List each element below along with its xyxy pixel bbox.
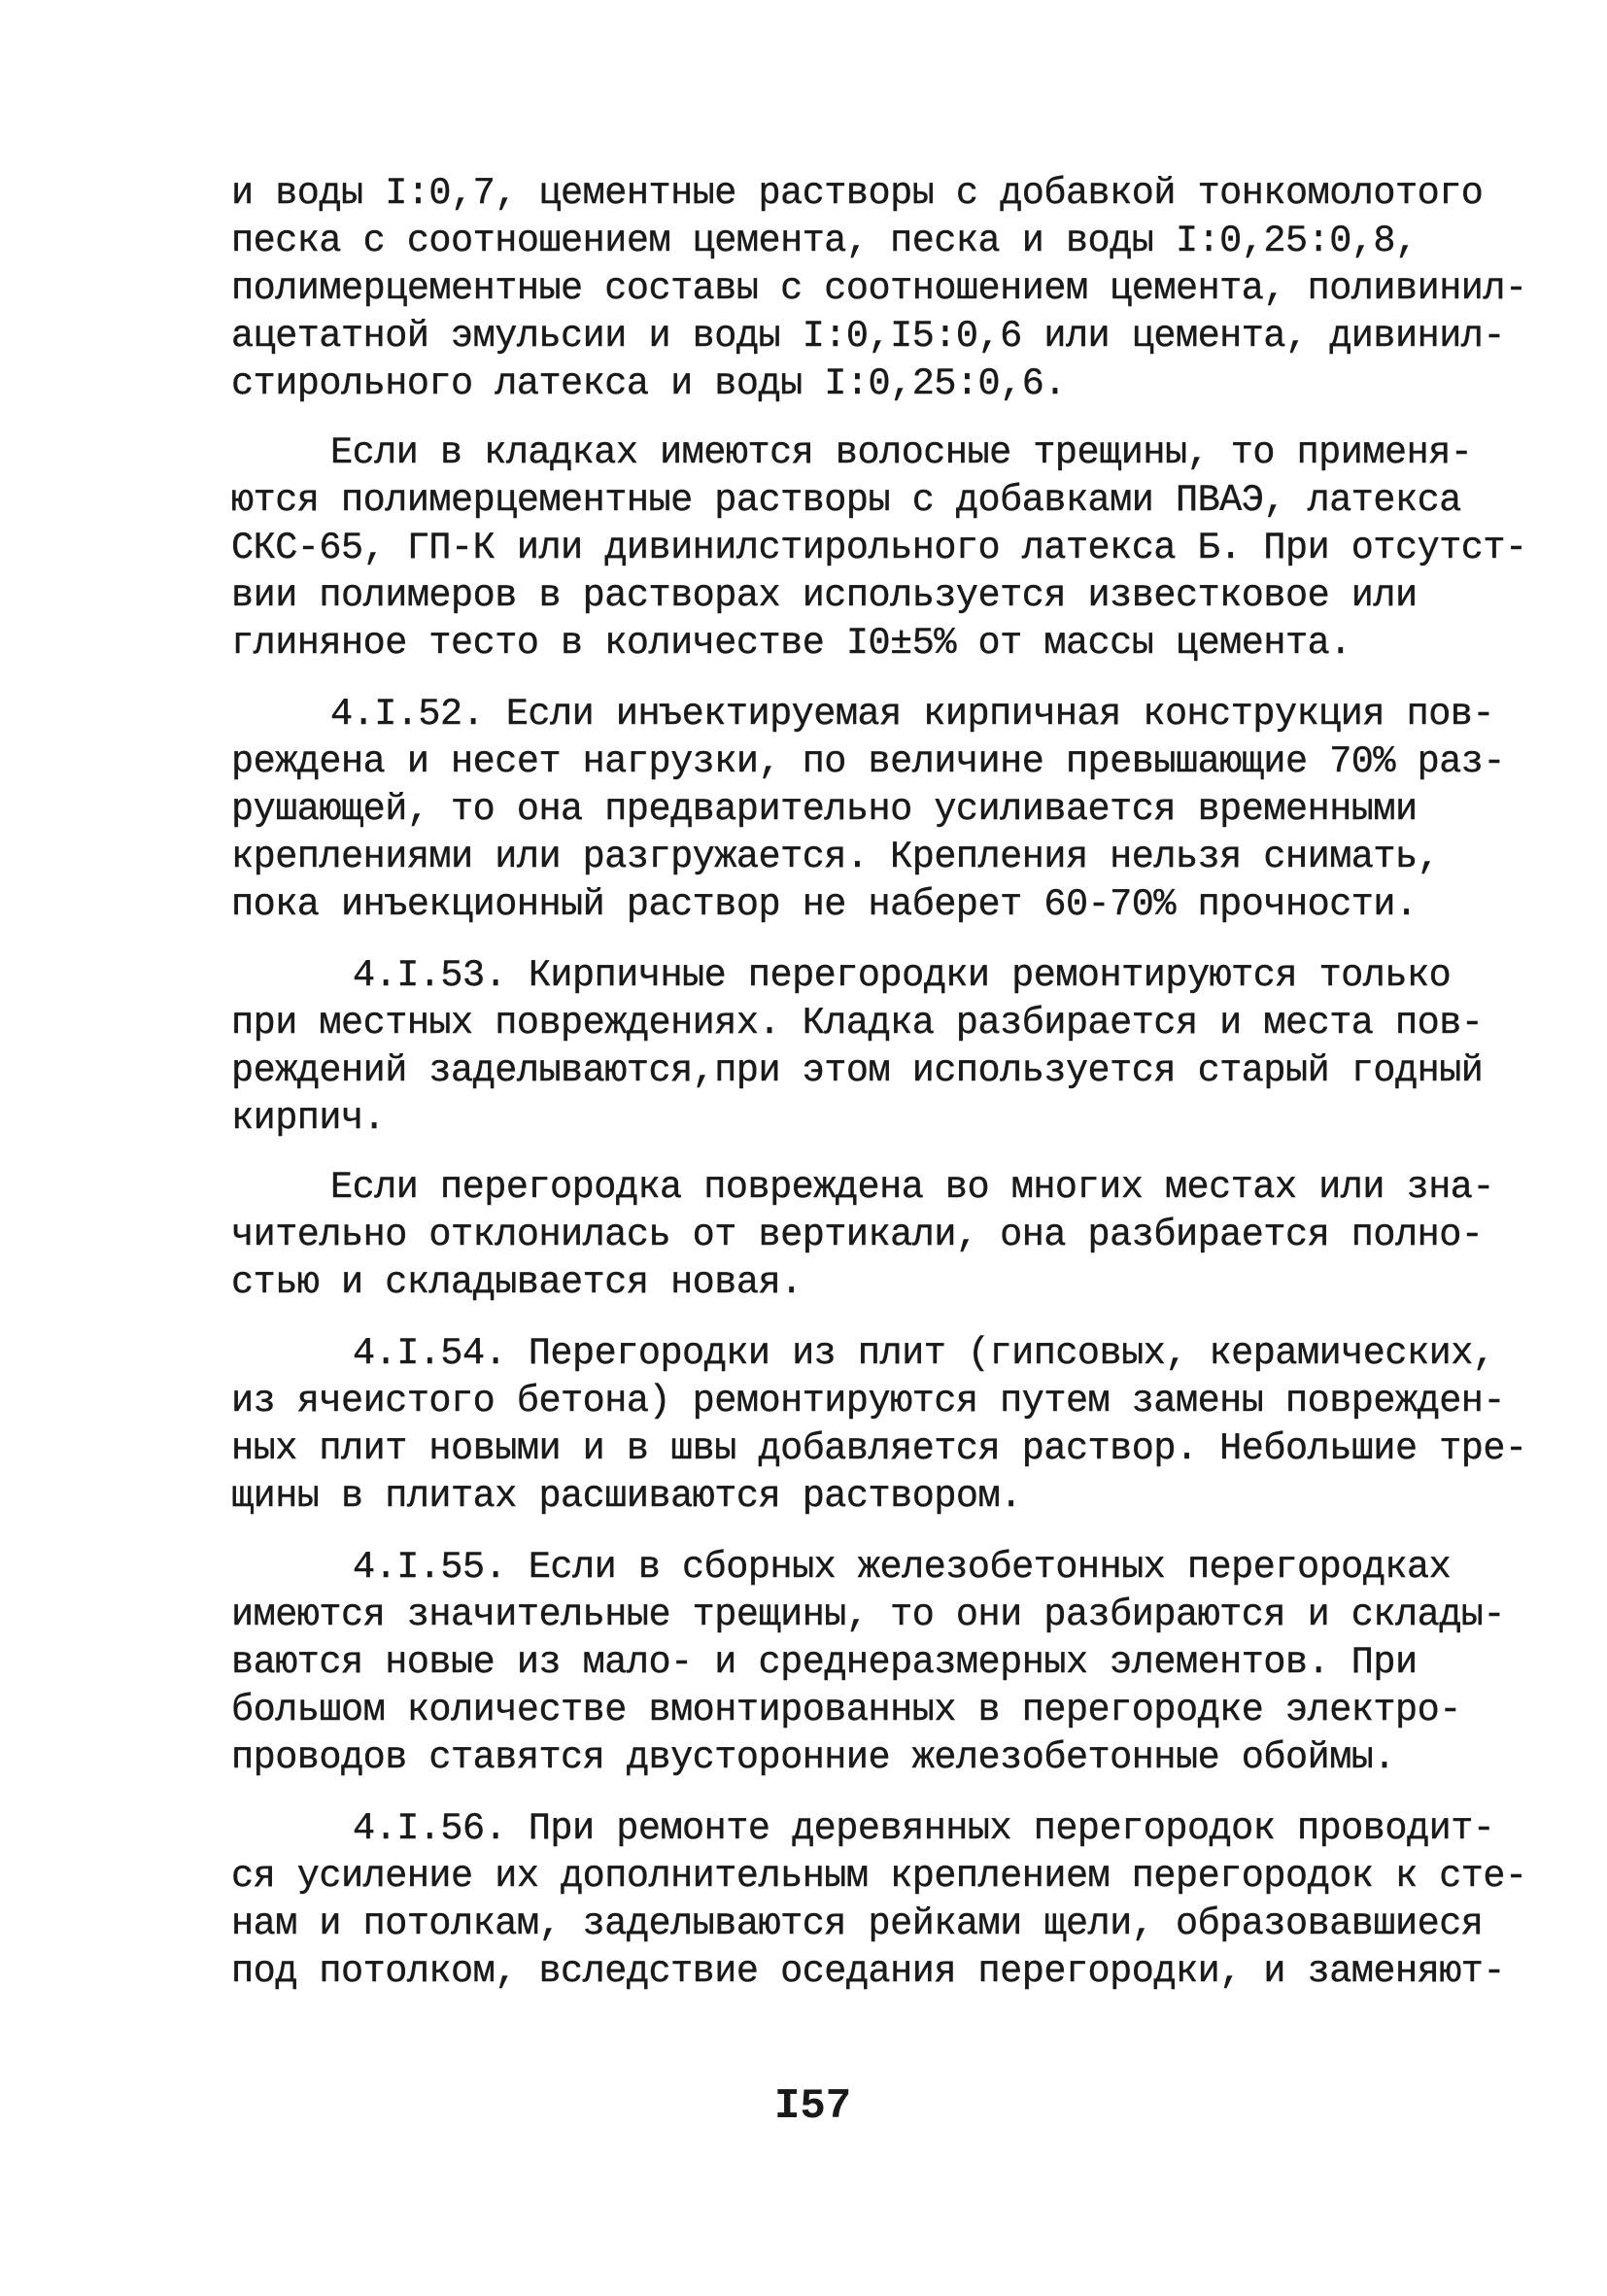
text-line: кирпич. [231, 1097, 386, 1140]
text-line: проводов ставятся двусторонние железобетонные обоймы. [231, 1736, 1395, 1779]
text-line: нам и потолкам, заделываются рейками щели, образовавшиеся [231, 1902, 1484, 1945]
text-line: при местных повреждениях. Кладка разбирается и места пов- [231, 1002, 1484, 1045]
text-line: песка с соотношением цемента, песка и воды I:0,25:0,8, [231, 220, 1418, 262]
text-line: СКС-65, ГП-К или дивинилстирольного латекса Б. При отсутст- [231, 527, 1527, 569]
text-line: стирольного латекса и воды I:0,25:0,6. [231, 362, 1066, 405]
text-line: щины в плитах расшиваются раствором. [231, 1475, 1022, 1518]
text-line: 4.I.55. Если в сборных железобетонных перегородках [353, 1546, 1452, 1589]
text-line: 4.I.54. Перегородки из плит (гипсовых, керамических, [353, 1332, 1495, 1375]
text-line: реждена и несет нагрузки, по величине превышающие 70% раз- [231, 740, 1506, 783]
text-line: большом количестве вмонтированных в перегородке электро- [231, 1689, 1461, 1731]
text-line: реждений заделываются,при этом используется старый годный [231, 1049, 1484, 1092]
text-line: под потолком, вследствие оседания перегородки, и заменяют- [231, 1950, 1506, 1993]
text-line: 4.I.53. Кирпичные перегородки ремонтируются только [353, 954, 1452, 997]
text-line: глиняное тесто в количестве I0±5% от массы цемента. [231, 622, 1351, 665]
text-line: 4.I.52. Если инъектируемая кирпичная конструкция пов- [330, 693, 1494, 736]
text-line: пока инъекционный раствор не наберет 60-70% прочности. [231, 883, 1418, 926]
text-line: вии полимеров в растворах используется известковое или [231, 574, 1418, 617]
text-line: Если в кладках имеются волосные трещины, то применя- [330, 431, 1473, 474]
page-number: I57 [774, 2082, 852, 2131]
text-line: и воды I:0,7, цементные растворы с добавкой тонкомолотого [231, 172, 1484, 215]
text-line: рушающей, то она предварительно усиливается временными [231, 788, 1418, 831]
text-line: стью и складывается новая. [231, 1261, 803, 1304]
text-line: Если перегородка повреждена во многих местах или зна- [330, 1166, 1494, 1209]
text-line: полимерцементные составы с соотношением цемента, поливинил- [231, 267, 1527, 310]
text-line: из ячеистого бетона) ремонтируются путем замены поврежден- [231, 1380, 1506, 1422]
text-line: ся усиление их дополнительным креплением перегородок к сте- [231, 1855, 1527, 1898]
text-line: ются полимерцементные растворы с добавками ПВАЭ, латекса [231, 479, 1461, 522]
text-line: чительно отклонилась от вертикали, она разбирается полно- [231, 1214, 1484, 1256]
text-line: креплениями или разгружается. Крепления нельзя снимать, [231, 836, 1440, 878]
text-line: 4.I.56. При ремонте деревянных перегородок проводит- [353, 1807, 1495, 1850]
text-line: имеются значительные трещины, то они разбираются и склады- [231, 1593, 1506, 1636]
text-line: ацетатной эмульсии и воды I:0,I5:0,6 или цемента, дивинил- [231, 315, 1506, 358]
text-line: ваются новые из мало- и среднеразмерных элементов. При [231, 1641, 1418, 1684]
text-line: ных плит новыми и в швы добавляется раствор. Небольшие тре- [231, 1427, 1527, 1470]
